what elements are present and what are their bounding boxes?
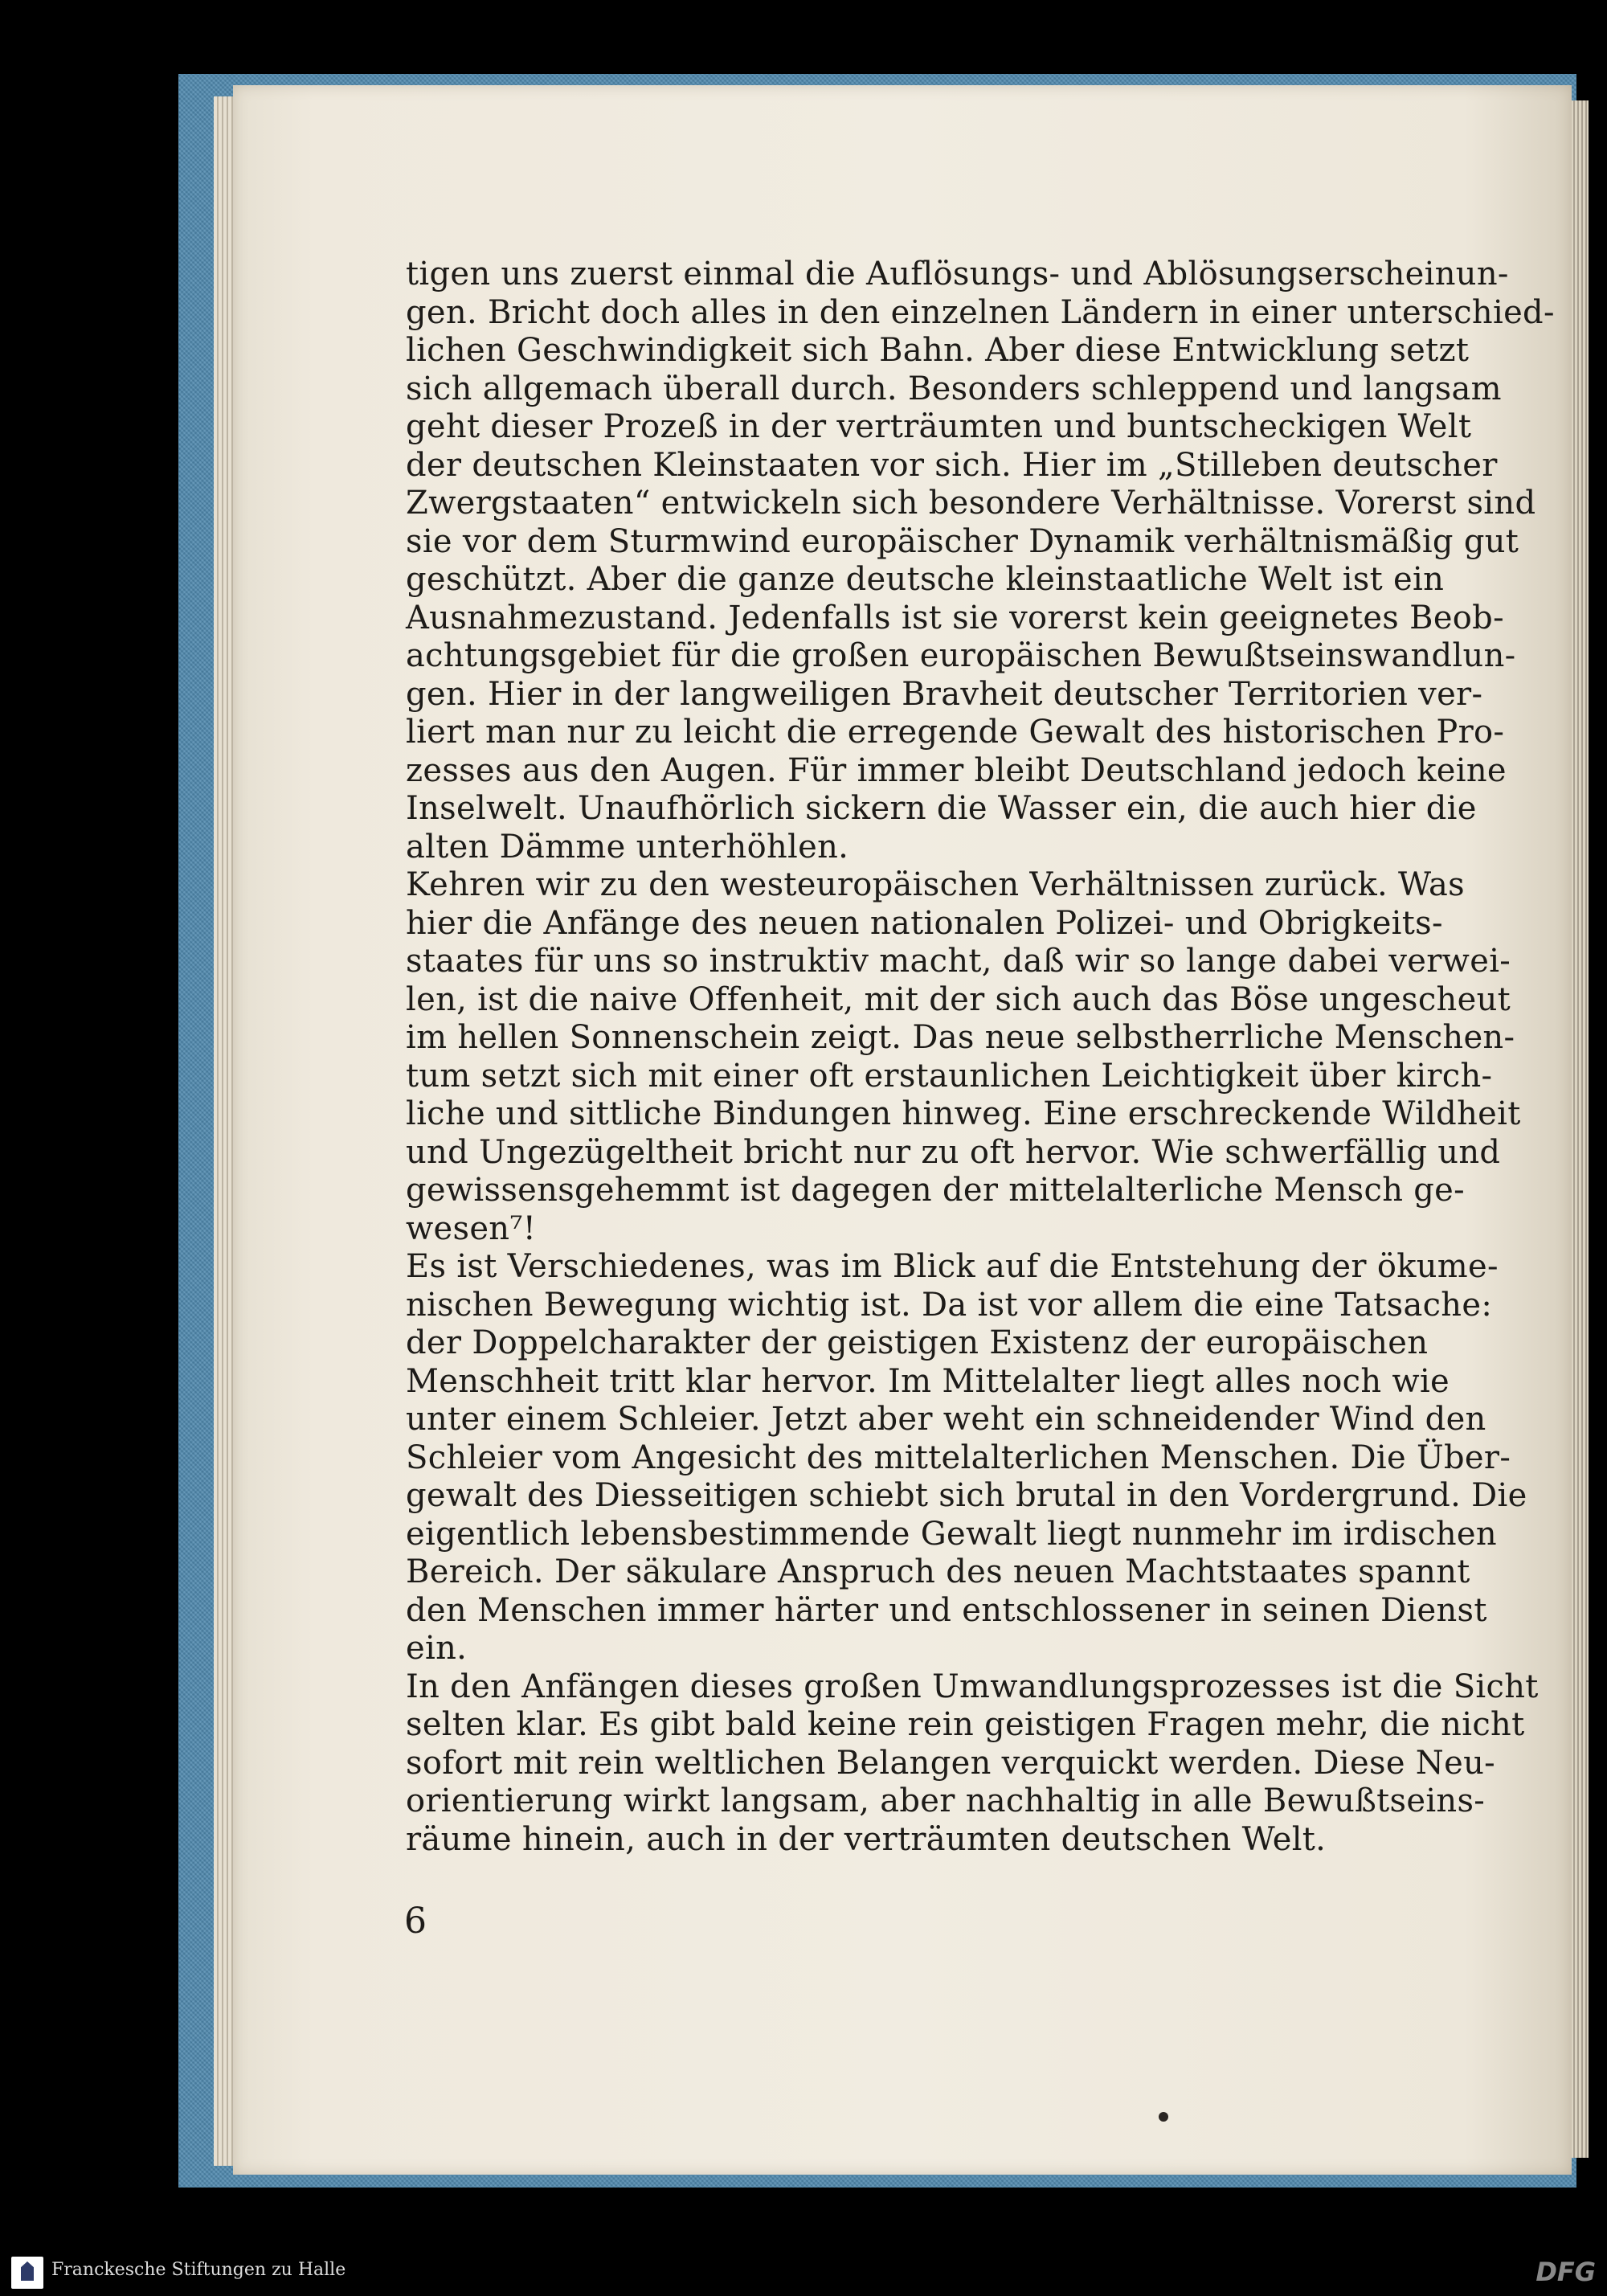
text-line: len, ist die naive Offenheit, mit der sich auch das Böse ungescheut xyxy=(406,980,1511,1018)
text-line: staates für uns so instruktiv macht, daß wir so lange dabei verwei- xyxy=(406,943,1511,980)
text-line: tum setzt sich mit einer oft erstaunlichen Leichtigkeit über kirch- xyxy=(406,1057,1493,1095)
text-line: alten Dämme unterhöhlen. xyxy=(406,828,849,866)
text-line: zesses aus den Augen. Für immer bleibt Deutschland jedoch keine xyxy=(406,751,1507,789)
text-line: Es ist Verschiedenes, was im Blick auf die Entstehung der ökume- xyxy=(406,1248,1499,1285)
page-number: 6 xyxy=(404,1901,427,1942)
text-line: lichen Geschwindigkeit sich Bahn. Aber diese Entwicklung setzt xyxy=(406,332,1470,369)
text-line: und Ungezügeltheit bricht nur zu oft hervor. Wie schwerfällig und xyxy=(406,1133,1501,1171)
text-line: gewissensgehemmt ist dagegen der mittelalterliche Mensch ge- xyxy=(406,1172,1465,1209)
text-line: geschützt. Aber die ganze deutsche kleinstaatliche Welt ist ein xyxy=(406,561,1445,598)
text-line: eigentlich lebensbestimmende Gewalt liegt nunmehr im irdischen xyxy=(406,1515,1497,1553)
footer-bar xyxy=(0,2249,1607,2296)
francke-crest-icon xyxy=(11,2257,43,2289)
text-line: achtungsgebiet für die großen europäischen Bewußtseinswandlun- xyxy=(406,637,1516,674)
text-line: orientierung wirkt langsam, aber nachhaltig in alle Bewußtseins- xyxy=(406,1782,1486,1819)
text-line: selten klar. Es gibt bald keine rein geistigen Fragen mehr, die nicht xyxy=(406,1706,1525,1743)
text-line: Bereich. Der säkulare Anspruch des neuen Machtstaates spannt xyxy=(406,1553,1470,1590)
dfg-logo: DFG xyxy=(1535,2257,1596,2287)
text-line: Zwergstaaten“ entwickeln sich besondere Verhältnisse. Vorerst sind xyxy=(406,485,1536,522)
text-line: ein. xyxy=(406,1630,468,1667)
text-line: geht dieser Prozeß in der verträumten und buntscheckigen Welt xyxy=(406,408,1472,445)
text-line: der Doppelcharakter der geistigen Existenz der europäischen xyxy=(406,1324,1429,1361)
text-line: gen. Hier in der langweiligen Bravheit deutscher Territorien ver- xyxy=(406,675,1483,713)
text-line: sich allgemach überall durch. Besonders schleppend und langsam xyxy=(406,370,1502,407)
text-line: unter einem Schleier. Jetzt aber weht ein schneidender Wind den xyxy=(406,1401,1486,1438)
text-line: liert man nur zu leicht die erregende Gewalt des historischen Pro- xyxy=(406,714,1505,751)
text-line: Menschheit tritt klar hervor. Im Mittelalter liegt alles noch wie xyxy=(406,1362,1450,1400)
text-line: hier die Anfänge des neuen nationalen Polizei- und Obrigkeits- xyxy=(406,904,1443,942)
text-line: sofort mit rein weltlichen Belangen verquickt werden. Diese Neu- xyxy=(406,1744,1495,1782)
text-line: den Menschen immer härter und entschlossener in seinen Dienst xyxy=(406,1591,1487,1629)
text-line: räume hinein, auch in der verträumten deutschen Welt. xyxy=(406,1820,1327,1858)
page-edges-right xyxy=(1571,100,1589,2158)
footer-institution: Franckesche Stiftungen zu Halle xyxy=(51,2260,346,2280)
text-line: Ausnahmezustand. Jedenfalls ist sie vorerst kein geeignetes Beob- xyxy=(406,599,1504,636)
text-line: sie vor dem Sturmwind europäischer Dynamik verhältnismäßig gut xyxy=(406,522,1519,560)
text-line: In den Anfängen dieses großen Umwandlungsprozesses ist die Sicht xyxy=(406,1668,1539,1705)
text-line: Inselwelt. Unaufhörlich sickern die Wasser ein, die auch hier die xyxy=(406,790,1477,827)
text-line: im hellen Sonnenschein zeigt. Das neue selbstherrliche Menschen- xyxy=(406,1019,1515,1056)
text-line: tigen uns zuerst einmal die Auflösungs- und Ablösungserscheinun- xyxy=(406,256,1509,293)
text-line: Schleier vom Angesicht des mittelalterlichen Menschen. Die Über- xyxy=(406,1439,1511,1476)
text-line: nischen Bewegung wichtig ist. Da ist vor allem die eine Tatsache: xyxy=(406,1286,1493,1324)
text-line: der deutschen Kleinstaaten vor sich. Hier im „Stilleben deutscher xyxy=(406,446,1498,484)
text-line: gewalt des Diesseitigen schiebt sich brutal in den Vordergrund. Die xyxy=(406,1477,1527,1514)
text-line: wesen⁷! xyxy=(406,1209,537,1247)
text-line: Kehren wir zu den westeuropäischen Verhältnissen zurück. Was xyxy=(406,866,1465,903)
ink-spot xyxy=(1159,2112,1168,2122)
text-line: liche und sittliche Bindungen hinweg. Eine erschreckende Wildheit xyxy=(406,1095,1521,1132)
body-text xyxy=(406,256,1555,1859)
text-line: gen. Bricht doch alles in den einzelnen Ländern in einer unterschied- xyxy=(406,293,1555,331)
